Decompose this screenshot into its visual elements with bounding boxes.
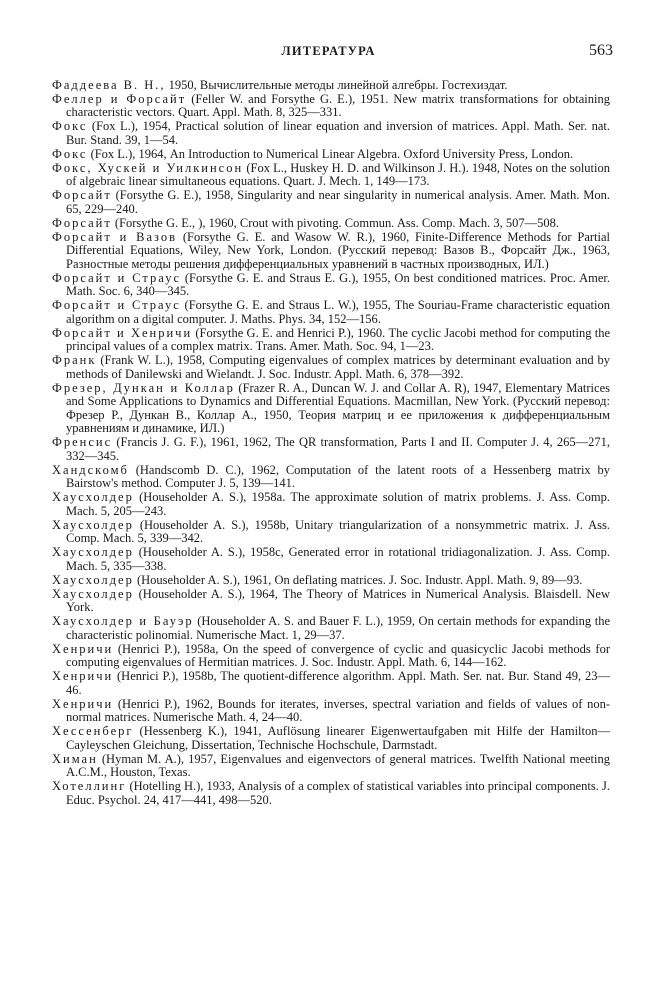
entry-author: Хенричи	[52, 641, 114, 656]
entry-author: Форсайт и Вазов	[52, 229, 178, 244]
bibliography-entry	[52, 588, 610, 615]
bibliography-list	[52, 79, 610, 807]
entry-text: (Householder A. S.), 1958a. The approximate solution of matrix problems. J. Ass. Comp. Mach. 5, 205—243.	[66, 490, 610, 518]
entry-author: Фокс	[52, 146, 88, 161]
entry-text: (Fox L.), 1954, Practical solution of linear equation and inversion of matrices. Appl. Math. Ser. nat. Bur. Stand. 39, 1—54.	[66, 119, 610, 147]
entry-text: (Henrici P.), 1962, Bounds for iterates, inverses, spectral variation and fields of values of non-normal matrices. Numerische Math. 4, 24—40.	[66, 696, 610, 725]
bibliography-entry	[52, 231, 610, 272]
bibliography-entry	[52, 643, 610, 670]
entry-text: (Fox L.), 1964, An Introduction to Numerical Linear Algebra. Oxford University Press, London.	[87, 146, 574, 161]
bibliography-entry	[52, 93, 610, 120]
entry-author: Форсайт	[52, 215, 112, 230]
entry-author: Хаусхолдер	[52, 490, 134, 505]
entry-text: (Frank W. L.), 1958, Computing eigenvalues of complex matrices by determinant evaluation and by methods of Danilewski and Wielandt. J. Soc. Industr. Appl. Math. 6, 378—392.	[66, 353, 610, 381]
entry-author: Хотеллинг	[52, 779, 127, 793]
entry-text: (Hyman M. A.), 1957, Eigenvalues and eigenvectors of general matrices. Twelfth National meeting A.C.M., Houston, Texas.	[66, 751, 610, 780]
entry-text: (Forsythe G. E., ), 1960, Crout with pivoting. Commun. Ass. Comp. Mach. 3, 507—508.	[111, 215, 560, 230]
entry-author: Фокс	[52, 119, 88, 134]
bibliography-entry	[52, 120, 610, 147]
bibliography-entry	[52, 272, 610, 299]
bibliography-entry	[52, 189, 610, 216]
bibliography-entry	[52, 327, 610, 354]
bibliography-entry	[52, 491, 610, 518]
entry-author: Химан	[52, 751, 98, 766]
entry-text: (Frazer R. A., Duncan W. J. and Collar A. R), 1947, Elementary Matrices and Some Applications to Dynamics and Differential Equations. Macmillan, New York. (Русский перевод: Фрезер Р., Дункан В., Коллар А., 1950, Теория матриц и ее приложения к дифференциальным уравнениям и динамике, ИЛ.)	[66, 380, 610, 436]
entry-author: Форсайт	[52, 188, 112, 203]
entry-text: (Forsythe G. E. and Wasow W. R.), 1960, Finite-Difference Methods for Partial Differential Equations, Wiley, New York, London. (Русский перевод: Вазов В., Форсайт Дж., 1963, Разностные методы решения дифференциальных уравнений в частных производных, ИЛ.)	[66, 229, 610, 271]
bibliography-entry	[52, 464, 610, 491]
bibliography-entry	[52, 670, 610, 697]
entry-text: (Forsythe G. E.), 1958, Singularity and near singularity in numerical analysis. Amer. Math. Mon. 65, 229—240.	[66, 188, 610, 216]
entry-text: (Hotelling H.), 1933, Analysis of a complex of statistical variables into principal components. J. Educ. Psychol. 24, 417—441, 498—520.	[66, 779, 610, 807]
entry-author: Хаусхолдер	[52, 545, 134, 560]
entry-author: Френсис	[52, 435, 113, 450]
entry-author: Фрезер, Дункан и Коллар	[52, 380, 235, 395]
entry-author: Хессенберг	[52, 724, 134, 739]
bibliography-entry	[52, 753, 610, 780]
entry-author: Хенричи	[52, 669, 114, 684]
entry-text: (Henrici P.), 1958a, On the speed of convergence of cyclic and quasicyclic Jacobi methods for computing eigenvalues of Hermitian matrices. J. Soc. Industr. Appl. Math. 6, 144—162.	[66, 641, 610, 670]
entry-author: Хаусхолдер и Бауэр	[52, 614, 194, 629]
entry-text: (Fox L., Huskey H. D. and Wilkinson J. H.). 1948, Notes on the solution of algebraic linear simultaneous equations. Quart. J. Mech. 1, 149—173.	[66, 160, 611, 189]
bibliography-entry	[52, 519, 610, 546]
bibliography-entry	[52, 546, 610, 573]
entry-author: Фаддеева В. Н.,	[52, 78, 166, 92]
entry-text: (Forsythe G. E. and Straus L. W.), 1955, The Souriau-Frame characteristic equation algorithm on a digital computer. J. Maths. Phys. 34, 152—156.	[66, 298, 610, 326]
bibliography-entry	[52, 79, 610, 93]
entry-author: Феллер и Форсайт	[52, 91, 187, 106]
bibliography-entry	[52, 725, 610, 752]
entry-author: Форсайт и Страус	[52, 298, 181, 313]
entry-text: (Feller W. and Forsythe G. E.), 1951. New matrix transformations for obtaining characteristic vectors. Quart. Appl. Math. 8, 325—331.	[66, 91, 610, 120]
bibliography-entry	[52, 574, 610, 588]
bibliography-entry	[52, 436, 610, 463]
entry-text: (Forsythe G. E. and Henrici P.), 1960. The cyclic Jacobi method for computing the principal values of a complex matrix. Trans. Amer. Math. Soc. 94, 1—23.	[66, 325, 610, 354]
entry-text: (Henrici P.), 1958b, The quotient-difference algorithm. Appl. Math. Ser. nat. Bur. Stand 49, 23—46.	[66, 669, 610, 697]
running-title: ЛИТЕРАТУРА	[281, 44, 376, 58]
page-number: 563	[589, 42, 613, 59]
entry-text: (Hessenberg K.), 1941, Auflösung linearer Eigenwertaufgaben mit Hilfe der Hamilton—Cayleyschen Gleichung, Dissertation, Technische Hochschule, Darmstadt.	[66, 724, 610, 752]
bibliography-entry	[52, 162, 610, 189]
entry-author: Фокс, Хускей и Уилкинсон	[52, 160, 244, 175]
entry-text: 1950, Вычислительные методы линейной алгебры. Гостехиздат.	[165, 78, 508, 92]
entry-author: Хандскомб	[52, 462, 129, 477]
entry-text: (Forsythe G. E. and Straus E. G.), 1955, On best conditioned matrices. Proc. Amer. Math. Soc. 6, 340—345.	[66, 270, 610, 299]
entry-author: Форсайт и Страус	[52, 270, 181, 285]
bibliography-entry	[52, 148, 610, 162]
bibliography-entry	[52, 780, 610, 807]
entry-author: Хаусхолдер	[52, 517, 134, 532]
entry-text: (Householder A. S.), 1964, The Theory of Matrices in Numerical Analysis. Blaisdell. New York.	[66, 586, 610, 615]
entry-author: Франк	[52, 353, 97, 368]
bibliography-entry	[52, 615, 610, 642]
entry-author: Форсайт и Хенричи	[52, 325, 193, 340]
entry-text: (Householder A. S. and Bauer F. L.), 1959, On certain methods for expanding the characteristic polinomial. Numerische Mact. 1, 29—37.	[66, 614, 610, 642]
entry-author: Хенричи	[52, 696, 114, 711]
entry-text: (Householder A. S.), 1958c, Generated error in rotational tridiagonalization. J. Ass. Comp. Mach. 5, 335—338.	[66, 545, 610, 573]
entry-text: (Francis J. G. F.), 1961, 1962, The QR transformation, Parts I and II. Computer J. 4, 265—271, 332—345.	[66, 435, 610, 463]
bibliography-entry	[52, 698, 610, 725]
entry-author: Хаусхолдер	[52, 586, 134, 601]
bibliography-entry	[52, 382, 610, 436]
entry-text: (Householder A. S.), 1958b, Unitary triangularization of a nonsymmetric matrix. J. Ass. Comp. Mach. 5, 339—342.	[66, 517, 610, 546]
bibliography-entry	[52, 217, 610, 231]
entry-text: (Handscomb D. C.), 1962, Computation of the latent roots of a Hessenberg matrix by Bairstow's method. Computer J. 5, 139—141.	[66, 462, 610, 491]
entry-text: (Householder A. S.), 1961, On deflating matrices. J. Soc. Industr. Appl. Math. 9, 89—93.	[133, 572, 583, 587]
bibliography-entry	[52, 354, 610, 381]
entry-author: Хаусхолдер	[52, 572, 134, 587]
bibliography-entry	[52, 299, 610, 326]
